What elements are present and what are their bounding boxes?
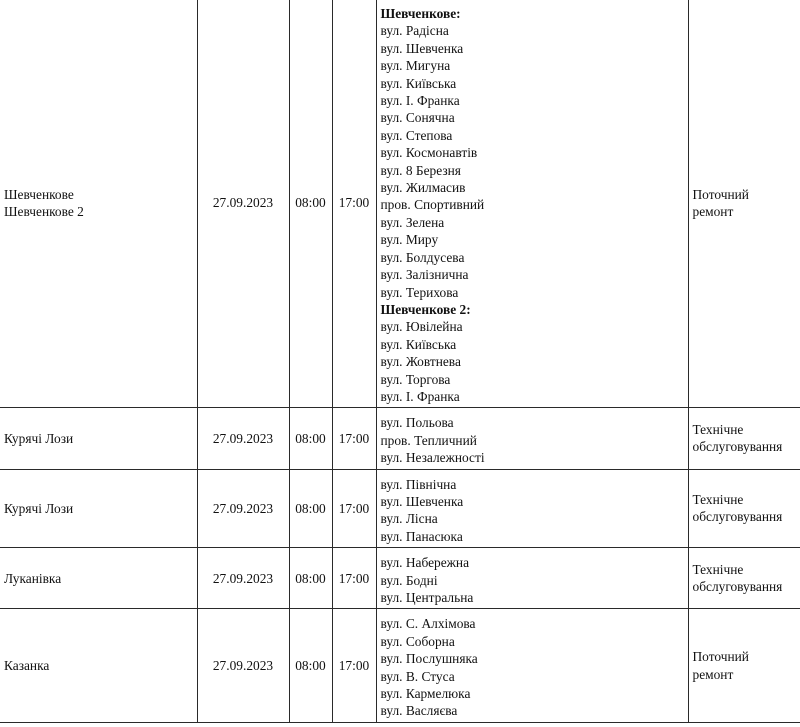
date-cell: 27.09.2023 [197,548,289,609]
work-type-cell [688,548,800,609]
street-name: вул. Ювілейна [380,319,463,335]
street-name: вул. Васляєва [380,703,458,719]
work-type-text: Технічне [692,561,744,577]
street-name: вул. 8 Березня [380,162,461,178]
date-cell: 27.09.2023 [197,609,289,722]
street-name: вул. Лісна [380,511,438,527]
street-name: вул. Бодні [380,572,438,588]
table-row [0,548,800,609]
street-name: вул. Послушняка [380,651,478,667]
street-name: вул. Болдусева [380,249,465,265]
work-type-text: обслуговування [692,439,783,455]
street-name: вул. Космонавтів [380,145,478,161]
date-cell: 27.09.2023 [197,408,289,469]
streets-cell [376,0,688,408]
streets-cell [376,469,688,548]
street-name: вул. Торгова [380,371,451,387]
settlement-heading: Шевченкове 2: [380,301,471,317]
table-row [0,609,800,722]
end-time-cell: 17:00 [332,548,376,609]
street-name: вул. Сонячна [380,110,455,126]
street-name: вул. Київська [380,75,457,91]
work-type-cell [688,0,800,408]
street-name: вул. С. Алхімова [380,616,476,632]
work-type-cell [688,609,800,722]
start-time-cell: 08:00 [289,408,332,469]
street-name: вул. Жовтнева [380,354,461,370]
work-type-text: Технічне [692,491,744,507]
street-name: вул. І. Франка [380,388,460,404]
street-name: вул. Залізнична [380,267,469,283]
work-type-text: обслуговування [692,579,783,595]
street-name: вул. В. Стуса [380,668,455,684]
work-type-text: обслуговування [692,509,783,525]
street-name: вул. Київська [380,336,457,352]
end-time-cell: 17:00 [332,469,376,548]
end-time-cell: 17:00 [332,0,376,408]
street-name: вул. Радісна [380,23,449,39]
table-row [0,408,800,469]
work-type-cell [688,408,800,469]
locality-cell [0,469,197,548]
locality-cell [0,408,197,469]
end-time-cell: 17:00 [332,408,376,469]
locality-name: Луканівка [4,570,62,586]
work-type-text: Поточний [692,186,749,202]
street-name: вул. Зелена [380,214,445,230]
table-row [0,469,800,548]
street-name: вул. Незалежності [380,450,485,466]
street-name: вул. Північна [380,476,457,492]
date-cell: 27.09.2023 [197,469,289,548]
locality-name: Шевченкове 2 [4,204,84,220]
locality-cell [0,0,197,408]
locality-name: Казанка [4,657,50,673]
street-name: вул. Центральна [380,590,474,605]
street-name: вул. І. Франка [380,93,460,109]
start-time-cell: 08:00 [289,548,332,609]
street-name: вул. Шевченка [380,40,464,56]
work-type-text: ремонт [692,204,734,220]
street-name: пров. Тепличний [380,432,477,448]
street-name: вул. Шевченка [380,493,464,509]
locality-name: Курячі Лози [4,430,74,446]
streets-cell [376,408,688,469]
street-name: вул. Жилмасив [380,180,466,196]
work-type-text: ремонт [692,666,734,682]
street-name: вул. Соборна [380,633,455,649]
locality-name: Шевченкове [4,186,74,202]
street-name: вул. Панасюка [380,528,463,544]
locality-cell [0,609,197,722]
locality-cell [0,548,197,609]
work-type-text: Технічне [692,422,744,438]
locality-name: Курячі Лози [4,500,74,516]
work-type-cell [688,469,800,548]
street-name: вул. Терихова [380,284,459,300]
street-name: вул. Степова [380,127,453,143]
work-type-text: Поточний [692,649,749,665]
start-time-cell: 08:00 [289,469,332,548]
settlement-heading: Шевченкове: [380,6,461,21]
streets-cell [376,609,688,722]
street-name: вул. Миру [380,232,439,248]
streets-cell [376,548,688,609]
date-cell: 27.09.2023 [197,0,289,408]
street-name: вул. Польова [380,415,454,431]
start-time-cell: 08:00 [289,0,332,408]
street-name: вул. Мигуна [380,58,451,74]
street-name: вул. Кармелюка [380,686,471,702]
street-name: вул. Набережна [380,555,470,571]
end-time-cell: 17:00 [332,609,376,722]
street-name: пров. Спортивний [380,197,485,213]
start-time-cell: 08:00 [289,609,332,722]
